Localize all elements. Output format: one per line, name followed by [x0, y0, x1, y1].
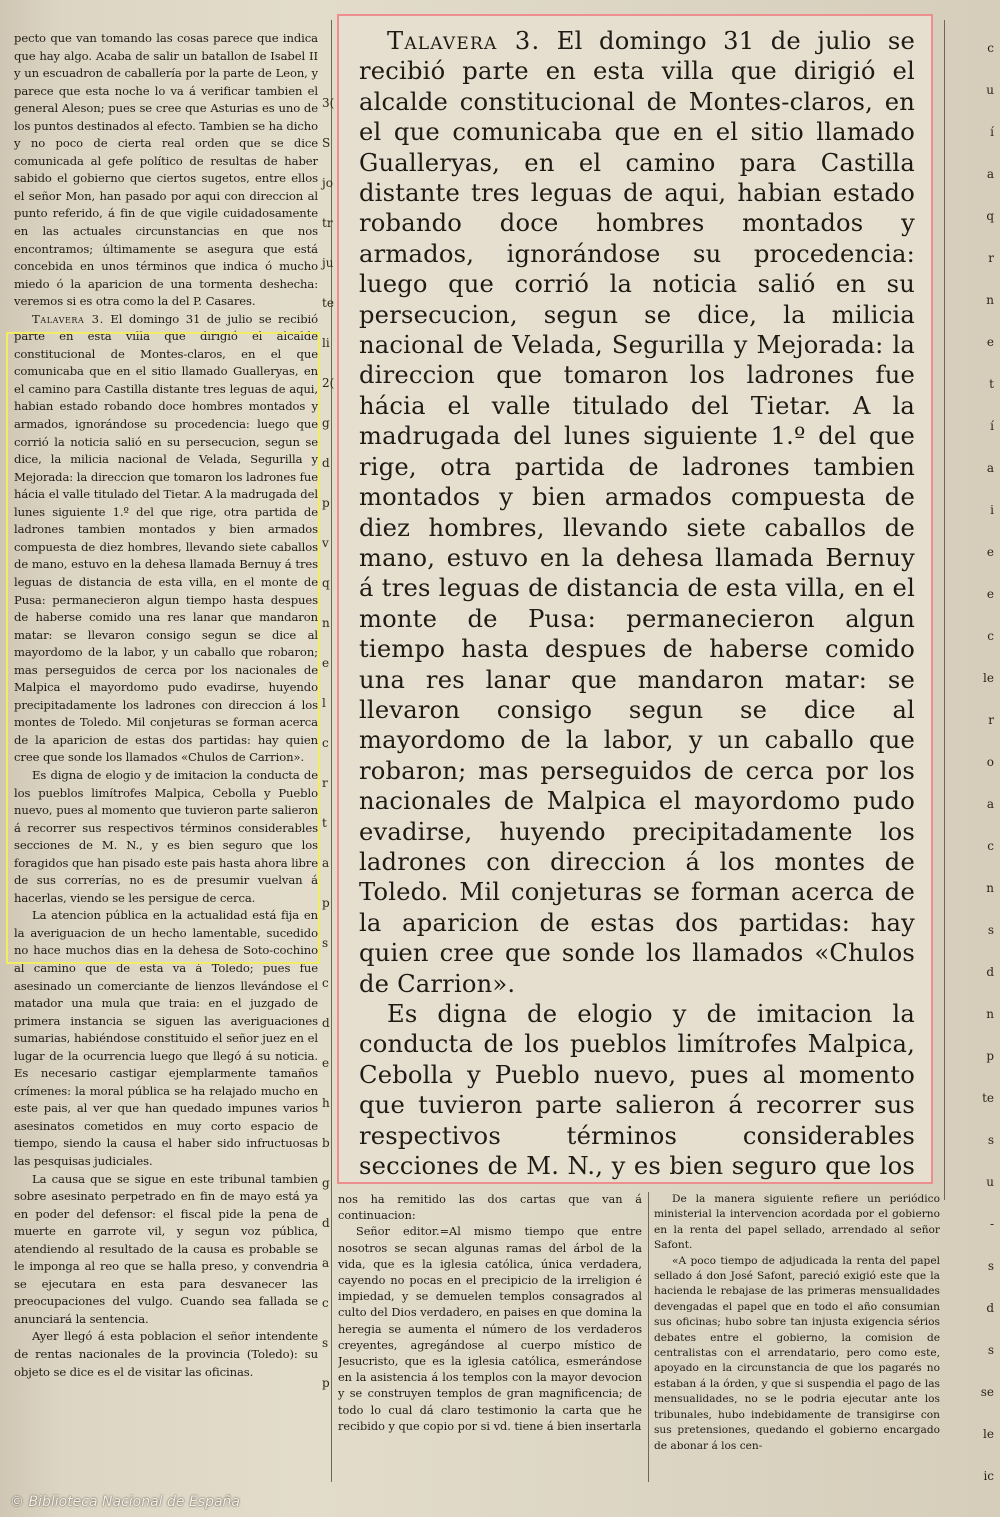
- middle-column-fragment-letter: e: [322, 1056, 330, 1070]
- right-column-fragment-letter: r: [988, 251, 994, 265]
- right-column-fragment-letter: ic: [983, 1469, 994, 1483]
- middle-column-fragment-letter: t: [322, 816, 327, 830]
- right-column-fragment-letter: t: [989, 377, 994, 391]
- middle-column-fragment-letter: l: [322, 696, 326, 710]
- middle-column-fragment-letter: te: [322, 296, 334, 310]
- right-column-fragment-letter: s: [987, 1259, 994, 1273]
- right-column-fragment-letter: e: [986, 545, 994, 559]
- letters-intro: nos ha remitido las dos cartas que van á continuacion:: [338, 1193, 642, 1223]
- right-column-fragment-letter: u: [986, 1175, 994, 1189]
- middle-column-fragment-letter: ju: [322, 256, 334, 270]
- right-column-fragment-letter: í: [990, 125, 994, 139]
- right-column-fragment-letter: d: [986, 1301, 994, 1315]
- zoom-talavera-body: El domingo 31 de julio se recibió parte en esta villa que dirigió el alcalde constitucional de Montes-claros, en el que comunicaba que en el sitio llamado Gualleryas, en el camino para Castilla distante tres leguas de aqui, habian estado robando doce hombres montados y armados, ignorándose su procedencia: luego que corrió la noticia salió en su persecucion, segun se dice, la milicia nacional de Velada, Segurilla y Mejorada: la direccion que tomaron los ladrones fue hácia el valle titulado del Tietar. A la madrugada del lunes siguiente 1.º del que rige, otra partida de ladrones tambien montados y bien armados compuesta de diez hombres, llevando siete caballos de mano, estuvo en la dehesa llamada Bernuy á tres leguas de distancia de esta villa, en el monte de Pusa: permanecieron algun tiempo hasta despues de haberse comido una res lanar que mandaron matar: se llevaron consigo segun se dice al mayordomo de la labor, y un caballo que robaron; mas perseguidos de cerca por los nacionales de Malpica el mayordomo pudo evadirse, huyendo precipitadamente los ladrones con direccion á los montes de Toledo. Mil conjeturas se forman acerca de la aparicion de estas dos partidas: hay quien cree que sonde los llamados «Chulos de Carrion».: [359, 27, 916, 998]
- right-column-fragment-letter: s: [987, 1133, 994, 1147]
- zoomed-article-box: [337, 14, 933, 1184]
- right-column-fragment-letter: le: [983, 1427, 994, 1441]
- right-column-fragment-letter: p: [986, 1049, 994, 1063]
- middle-column-fragment-letter: a: [322, 1256, 330, 1270]
- right-column-fragment-letter: d: [986, 965, 994, 979]
- middle-column-fragment-letter: tr: [322, 216, 333, 230]
- middle-column-fragment-letter: s: [322, 1336, 329, 1350]
- middle-column-fragment-letter: S: [322, 136, 331, 150]
- ayer-paragraph: Ayer llegó á esta poblacion el señor intendente de rentas nacionales de la provincia (Toledo): su objeto se dice es el de visitar las oficinas.: [14, 1329, 318, 1379]
- middle-column-fragment-letter: 3(: [322, 96, 335, 110]
- bottom-middle-column: [338, 1192, 642, 1482]
- middle-column-fragment-letter: s: [322, 936, 329, 950]
- right-column-fragment-letter: c: [987, 41, 994, 55]
- middle-column-fragment-letter: d: [322, 456, 330, 470]
- middle-column-fragment-letter: li: [322, 336, 330, 350]
- right-column-fragment-letter: í: [990, 419, 994, 433]
- library-credit: © Biblioteca Nacional de España: [10, 1494, 241, 1510]
- middle-column-fragment-letter: p: [322, 496, 330, 510]
- right-column-fragment-letter: e: [986, 587, 994, 601]
- right-column-fragment-letter: c: [987, 839, 994, 853]
- right-column-fragment-letter: q: [986, 209, 994, 223]
- middle-column-fragment-letter: c: [322, 736, 329, 750]
- left-column: [14, 30, 318, 1475]
- middle-column-fragment-letter: c: [322, 1296, 329, 1310]
- middle-column-fragment-letter: g: [322, 1176, 330, 1190]
- papel-sellado-quote: «A poco tiempo de adjudicada la renta del papel sellado á don José Safont, pareció exigió este que la hacienda le rebajase de las primeras mensualidades devengadas el papel que en todo el año consumian sus oficinas; hubo sobre tan injusta exigencia sérios debates entre el gobierno, la comision de centralistas con el arrendatario, pero como este, apoyado en la circunstancia de que los pagarés no estaban á la órden, y que si suspendia el pago de las mensualidades, no se le podria ejecutar ante los tribunales, hubo indebidamente de transigirse con sus pretensiones, quedando el gobierno encargado de abonar á los cen-: [654, 1254, 940, 1452]
- talavera-dateline: Talavera 3.: [32, 311, 104, 326]
- papel-sellado-intro: De la manera siguiente refiere un periódico ministerial la intervencion acordada por el gobierno en la renta del papel sellado, arrendado al señor Safont.: [654, 1193, 940, 1252]
- right-column-fragment-letter: n: [986, 1007, 994, 1021]
- right-column-fragment-letter: i: [990, 503, 994, 517]
- zoom-talavera-paragraph: [359, 26, 915, 999]
- bottom-column-divider: [648, 1192, 649, 1482]
- talavera-body: El domingo 31 de julio se recibió parte en esta villa que dirigió el alcalde constitucional de Montes-claros, en el que comunicaba que en el sitio llamado Gualleryas, en el camino para Castilla distante tres leguas de aqui, habian estado robando doce hombres montados y armados, ignorándose su procedencia: luego que corrió la noticia salió en su persecucion, segun se dice, la milicia nacional de Velada, Segurilla y Mejorada: la direccion que tomaron los ladrones fue hácia el valle titulado del Tietar. A la madrugada del lunes siguiente 1.º del que rige, otra partida de ladrones tambien montados y bien armados compuesta de diez hombres, llevando siete caballos de mano, estuvo en la dehesa llamada Bernuy á tres leguas de distancia de esta villa, en el monte de Pusa: permanecieron algun tiempo hasta despues de haberse comido una res lanar que mandaron matar: se llevaron consigo segun se dice al mayordomo de la labor, y un caballo que robaron; mas perseguidos de cerca por los nacionales de Malpica el mayordomo pudo evadirse, huyendo precipitadamente los ladrones con direccion á los montes de Toledo. Mil conjeturas se forman acerca de la aparicion de estas dos partidas: hay quien cree que sonde los llamados «Chulos de Carrion».: [14, 311, 318, 765]
- right-column-fragment-letter: u: [986, 83, 994, 97]
- bottom-right-column: [654, 1192, 940, 1482]
- right-column-fragment-letter: n: [986, 881, 994, 895]
- right-column-fragment: [934, 40, 994, 1483]
- middle-column-fragment-letter: a: [322, 856, 330, 870]
- right-column-fragment-letter: a: [986, 797, 994, 811]
- zoom-talavera-dateline: Talavera 3.: [387, 27, 541, 55]
- right-column-fragment-letter: s: [987, 923, 994, 937]
- middle-column-fragment-letter: v: [322, 536, 329, 550]
- middle-column-fragment-letter: p: [322, 896, 330, 910]
- right-column-fragment-letter: te: [982, 1091, 994, 1105]
- middle-column-fragment-letter: q: [322, 576, 330, 590]
- right-column-fragment-letter: a: [986, 461, 994, 475]
- right-column-fragment-letter: n: [986, 293, 994, 307]
- intro-paragraph: pecto que van tomando las cosas parece que indica que hay algo. Acaba de salir un batallon de Isabel II y un escuadron de caballería por la parte de Leon, y parece que esta noche lo va á verificar tambien el general Aleson; pues se cree que Asturias es uno de los puntos destinados al efecto. Tambien se ha dicho y no poco de cierta real orden que se dice comunicada al gefe político de resultas de haber sabido el gobierno que ciertos sugetos, entre ellos el señor Mon, han pasado por aqui con direccion al punto referido, á fin de que vigile cuidadosamente en las actuales circunstancias en que nos encontramos; últimamente se asegura que está concebida en unos términos que indica ó mucho miedo ó la aparicion de una tormenta deshecha: veremos si es otra como la del P. Casares.: [14, 31, 318, 309]
- middle-column-fragment-letter: r: [322, 776, 328, 790]
- middle-column-fragment-letter: d: [322, 1216, 330, 1230]
- right-column-fragment-letter: -: [989, 1217, 994, 1231]
- middle-column-fragment-letter: g: [322, 416, 330, 430]
- middle-column-fragment-letter: d: [322, 1016, 330, 1030]
- letter-text: Señor editor.=Al mismo tiempo que entre nosotros se secan algunas ramas del árbol de la vida, que es la iglesia católica, única verdadera, cayendo no pocas en el precipicio de la irreligion é impiedad, y se demuelen templos consagrados al culto del Dios verdadero, en paises en que domina la heregia se aumenta el número de los verdaderos creyentes, agregándose al cuerpo místico de Jesucristo, que es la iglesia católica, esmerándose en la asistencia á los templos con la mayor devocion y se construyen templos de gran magnificencia; de todo lo cual dá claro testimonio la carta que he recibido y que copio por si vd. tiene á bien insertarla: [338, 1225, 642, 1433]
- right-column-fragment-letter: o: [986, 755, 994, 769]
- right-column-fragment-letter: a: [986, 167, 994, 181]
- atencion-paragraph: La atencion pública en la actualidad está fija en la averiguacion de un hecho lamentable, sucedido no hace muchos dias en la dehesa de Soto-cochino al camino que de esta va á Toledo; pues fue asesinado un comerciante de lienzos llevándose el matador una mula que traia: en el juzgado de primera instancia se siguen las averiguaciones sumarias, habiéndose constituido el señor juez en el lugar de la ocurrencia luego que llegó á su noticia. Es necesario castigar ejemplarmente tamaños crímenes: la moral pública se ha relajado mucho en este pais, al ver que han quedado impunes varios asesinatos cometidos en muy corto espacio de tiempo, siendo la causa el haber sido infructuosas las pesquisas judiciales.: [14, 908, 318, 1168]
- right-column-fragment-letter: se: [980, 1385, 994, 1399]
- middle-column-fragment-letter: e: [322, 656, 330, 670]
- right-column-fragment-letter: c: [987, 629, 994, 643]
- right-column-fragment-letter: e: [986, 335, 994, 349]
- right-column-fragment-letter: s: [987, 1343, 994, 1357]
- middle-column-fragment-letter: b: [322, 1136, 330, 1150]
- middle-column-fragment-letter: jo: [322, 176, 333, 190]
- elogio-paragraph: Es digna de elogio y de imitacion la conducta de los pueblos limítrofes Malpica, Cebolla y Pueblo nuevo, pues al momento que tuvieron parte salieron á recorrer sus respectivos términos considerables secciones de M. N., y es bien seguro que los foragidos que han pisado este pais hasta ahora libre de sus correrías, no es de presumir vuelvan á hacerlas, viendo se les persigue de cerca.: [14, 767, 318, 905]
- middle-column-fragment-letter: n: [322, 616, 330, 630]
- middle-column-fragment-letter: 2(: [322, 376, 335, 390]
- causa-paragraph: La causa que se sigue en este tribunal tambien sobre asesinato perpetrado en fin de mayo está ya en poder del defensor: el fiscal pide la pena de muerte en garrote vil, y segun voz pública, atendiendo al resultado de la causa es probable se le imponga al reo que se halla preso, y convendria se ejecutara en esta para desvanecer las preocupaciones del vulgo. Cuando sea fallada se anunciará la sentencia.: [14, 1171, 318, 1326]
- right-column-fragment-letter: r: [988, 713, 994, 727]
- middle-column-fragment-letter: c: [322, 976, 329, 990]
- zoom-elogio-paragraph: Es digna de elogio y de imitacion la conducta de los pueblos limítrofes Malpica, Cebolla y Pueblo nuevo, pues al momento que tuvieron parte salieron á recorrer sus respectivos términos considerables secciones de M. N., y es bien seguro que los: [359, 1000, 915, 1181]
- talavera-paragraph: [14, 311, 318, 767]
- middle-column-fragment-letter: p: [322, 1376, 330, 1390]
- middle-column-fragment-letter: h: [322, 1096, 330, 1110]
- right-column-fragment-letter: le: [983, 671, 994, 685]
